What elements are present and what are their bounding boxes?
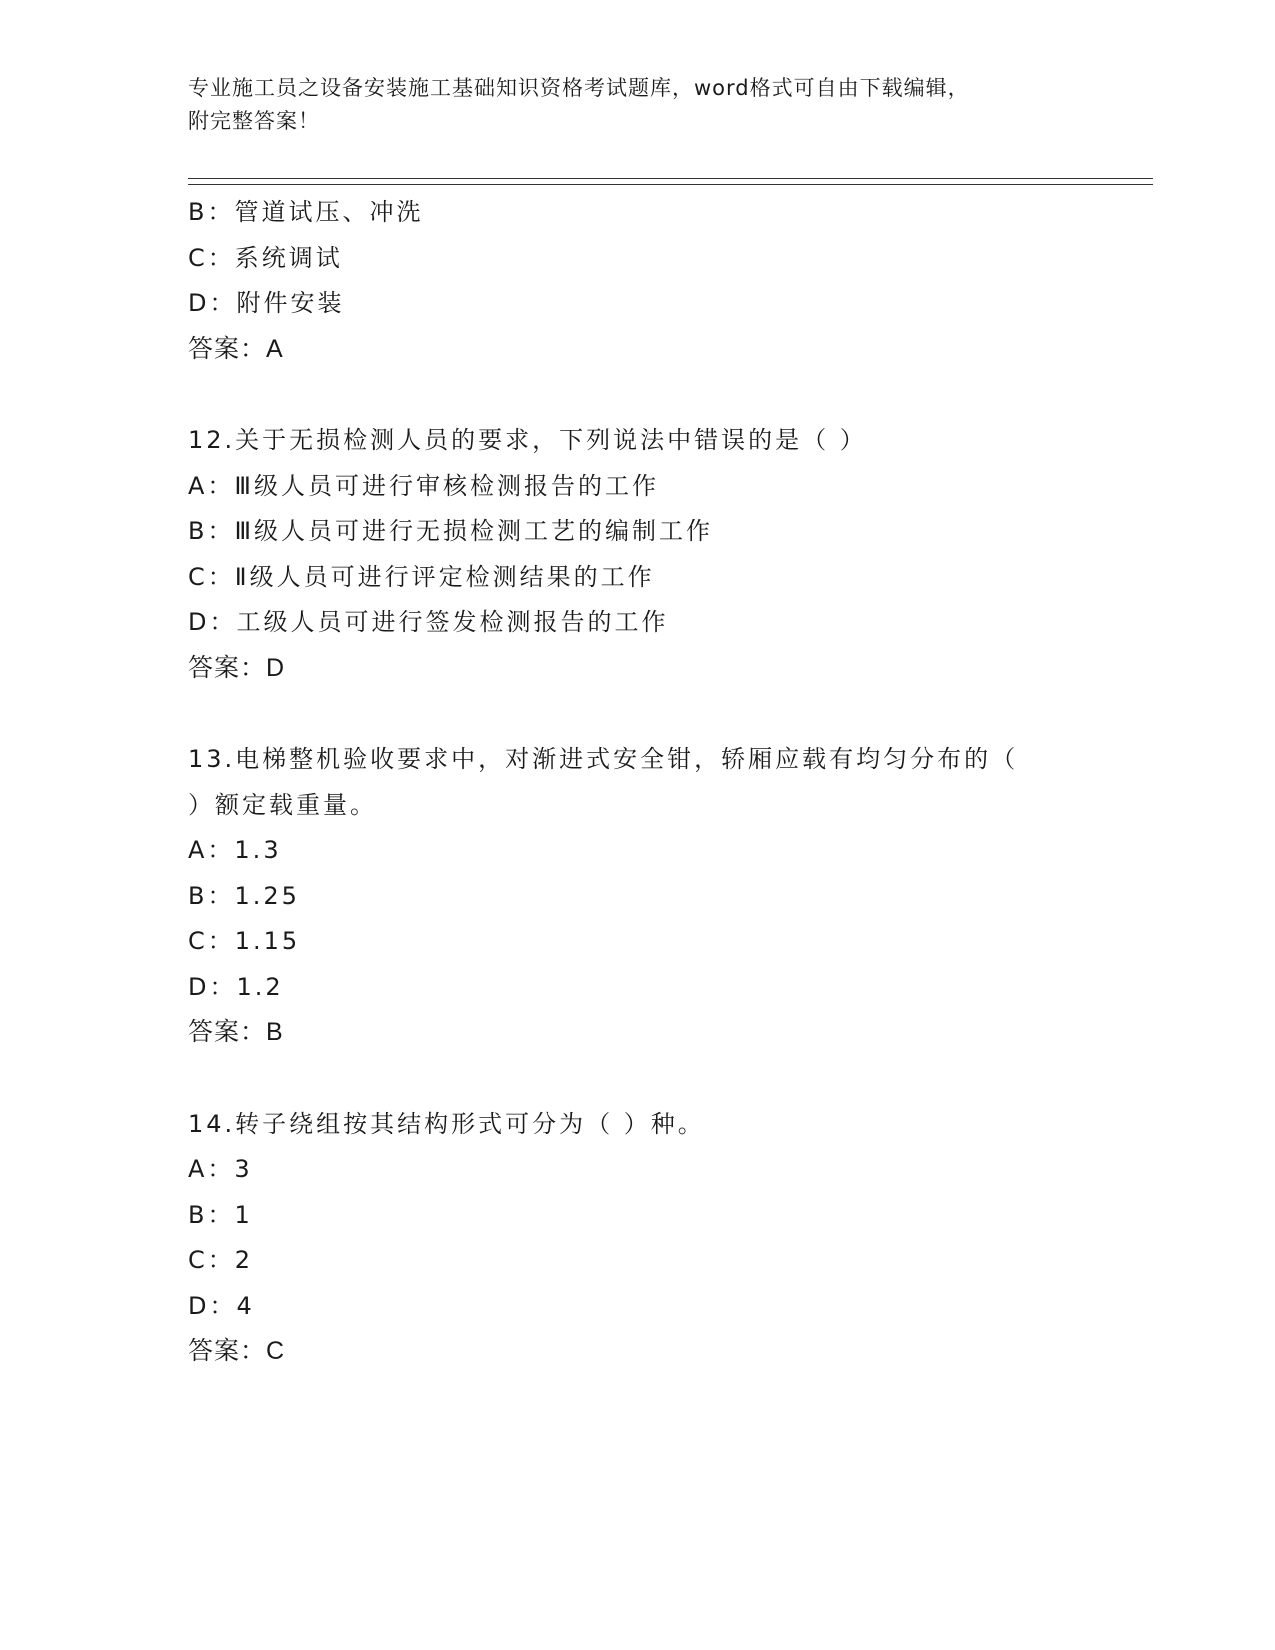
option-b: B：1 [188,1200,253,1229]
answer: 答案：C [188,1337,286,1365]
option-c: C：Ⅱ级人员可进行评定检测结果的工作 [188,562,655,591]
option-a: A：Ⅲ级人员可进行审核检测报告的工作 [188,471,659,500]
option-d: D：附件安装 [188,289,345,317]
option-b: B：Ⅲ级人员可进行无损检测工艺的编制工作 [188,517,714,545]
option-b: B：管道试压、冲洗 [188,198,424,226]
option-a: A：1.3 [188,836,282,864]
question-14 [188,1102,1148,1375]
answer: 答案：B [188,1018,284,1046]
header-title-line-2: 附完整答案！ [188,109,320,133]
option-d: D：1.2 [188,972,284,1001]
document-header [188,72,1088,138]
question-13 [188,737,1148,1056]
option-a: A：3 [188,1155,253,1183]
question-stem: 12.关于无损检测人员的要求，下列说法中错误的是（ ） [188,426,867,454]
answer: 答案：A [188,334,284,363]
option-d: D：4 [188,1291,255,1320]
spacer [188,691,1148,737]
option-c: C：2 [188,1246,254,1274]
question-stem-line-2: ）额定载重量。 [188,790,377,819]
question-11 [188,190,1148,372]
spacer [188,1056,1148,1102]
answer: 答案：D [188,653,286,682]
option-d: D：工级人员可进行签发检测报告的工作 [188,608,669,636]
option-b: B：1.25 [188,881,300,910]
question-stem: 14.转子绕组按其结构形式可分为（ ）种。 [188,1109,705,1138]
spacer [188,372,1148,418]
header-title-line-1: 专业施工员之设备安装施工基础知识资格考试题库，word格式可自由下载编辑， [188,76,970,100]
header-divider [188,178,1153,185]
option-c: C：系统调试 [188,243,343,272]
option-c: C：1.15 [188,927,301,955]
question-12 [188,418,1148,691]
question-stem-line-1: 13.电梯整机验收要求中，对渐进式安全钳，轿厢应载有均匀分布的（ [188,745,1019,773]
question-list [188,190,1148,1375]
